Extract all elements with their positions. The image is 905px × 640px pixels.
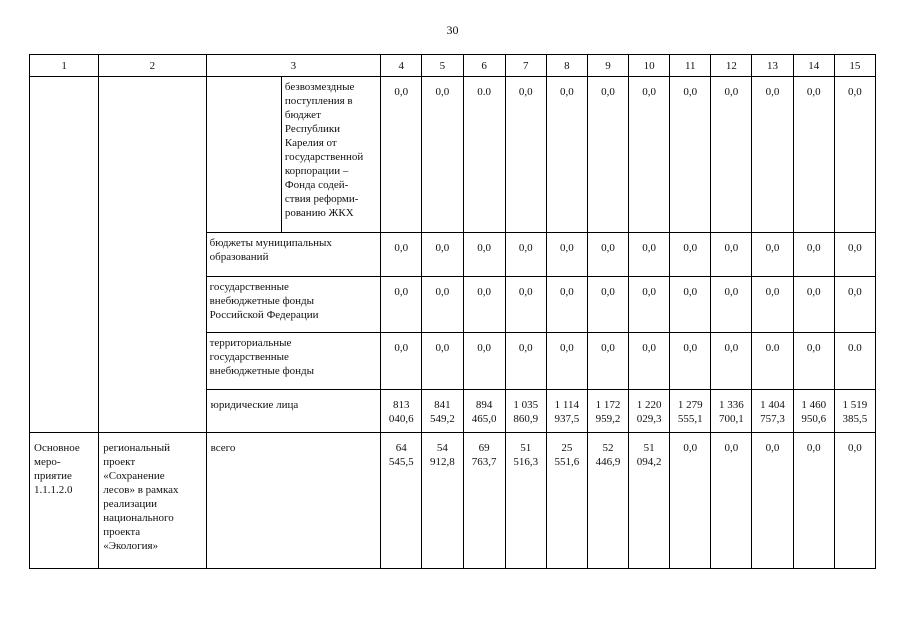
value-cell: 0,0 bbox=[505, 233, 546, 277]
value-cell: 0.0 bbox=[752, 333, 793, 390]
header-cell: 10 bbox=[629, 55, 670, 77]
source-label: юридические лица bbox=[206, 390, 381, 433]
value-line: 094,2 bbox=[636, 456, 662, 468]
value-cell: 0,0 bbox=[381, 77, 422, 233]
value-cell bbox=[422, 433, 463, 569]
value-line: 894 bbox=[475, 399, 493, 411]
value-cell: 0,0 bbox=[463, 277, 505, 333]
value-cell bbox=[711, 433, 752, 569]
value-cell: 0,0 bbox=[546, 77, 587, 233]
value-line: 1 114 bbox=[554, 399, 580, 411]
value-cell: 0,0 bbox=[587, 77, 628, 233]
value-cell: 0,0 bbox=[546, 277, 587, 333]
value-cell: 0,0 bbox=[752, 277, 793, 333]
text-line: проект bbox=[103, 456, 136, 468]
text-line: Карелия от bbox=[284, 137, 337, 149]
value-cell: 0,0 bbox=[752, 77, 793, 233]
header-cell: 12 bbox=[711, 55, 752, 77]
header-cell: 1 bbox=[30, 55, 99, 77]
header-cell: 7 bbox=[505, 55, 546, 77]
value-line: 040,6 bbox=[388, 413, 414, 425]
value-line: 1 519 bbox=[842, 399, 868, 411]
header-cell: 8 bbox=[546, 55, 587, 77]
text-line: проекта bbox=[103, 526, 141, 538]
source-label bbox=[206, 333, 381, 390]
value-cell: 0,0 bbox=[629, 77, 670, 233]
value-cell bbox=[505, 433, 546, 569]
budget-table bbox=[29, 54, 876, 569]
value-line: 52 bbox=[602, 442, 614, 454]
value-cell: 0,0 bbox=[711, 333, 752, 390]
value-cell: 0,0 bbox=[711, 277, 752, 333]
text-line: поступления в bbox=[284, 95, 353, 107]
text-line: Республики bbox=[284, 123, 341, 135]
value-cell: 0,0 bbox=[505, 277, 546, 333]
value-line: 1 172 bbox=[595, 399, 621, 411]
value-cell: 0,0 bbox=[505, 333, 546, 390]
header-cell: 5 bbox=[422, 55, 463, 77]
value-cell: 0,0 bbox=[546, 233, 587, 277]
value-line: 549,2 bbox=[430, 413, 455, 425]
text-line: Фонда содей- bbox=[284, 179, 349, 191]
value-line: 25 bbox=[561, 442, 573, 454]
value-line: 937,5 bbox=[554, 413, 580, 425]
value-line: 545,5 bbox=[388, 456, 414, 468]
value-cell bbox=[670, 433, 711, 569]
empty-cell bbox=[99, 77, 206, 433]
activity-name bbox=[30, 433, 99, 569]
value-cell bbox=[670, 390, 711, 433]
value-line: 700,1 bbox=[719, 413, 744, 425]
value-cell bbox=[711, 390, 752, 433]
source-label bbox=[206, 277, 381, 333]
value-cell: 0,0 bbox=[381, 333, 422, 390]
text-line: приятие bbox=[34, 470, 72, 482]
value-cell bbox=[587, 390, 628, 433]
text-line: реализации bbox=[103, 498, 157, 510]
text-line: государственные bbox=[209, 351, 289, 363]
value-line: 1 035 bbox=[513, 399, 539, 411]
value-cell bbox=[381, 390, 422, 433]
value-cell bbox=[505, 390, 546, 433]
value-cell: 0,0 bbox=[381, 233, 422, 277]
value-line: 446,9 bbox=[595, 456, 621, 468]
text-line: государственные bbox=[209, 281, 289, 293]
value-cell bbox=[793, 390, 834, 433]
header-cell: 3 bbox=[206, 55, 381, 77]
value-line: 51 bbox=[643, 442, 655, 454]
value-line: 0,0 bbox=[765, 442, 780, 454]
header-cell: 11 bbox=[670, 55, 711, 77]
text-line: бюджет bbox=[284, 109, 321, 121]
header-cell: 14 bbox=[793, 55, 834, 77]
value-line: 1 279 bbox=[677, 399, 703, 411]
value-line: 551,6 bbox=[554, 456, 580, 468]
value-line: 813 bbox=[393, 399, 410, 411]
value-cell: 0,0 bbox=[422, 277, 463, 333]
value-cell: 0,0 bbox=[587, 333, 628, 390]
value-cell: 0,0 bbox=[629, 233, 670, 277]
value-line: 0,0 bbox=[806, 442, 821, 454]
text-line: рованию ЖКХ bbox=[284, 207, 354, 219]
text-line: территориальные bbox=[209, 337, 292, 349]
value-line: 950,6 bbox=[801, 413, 827, 425]
value-line: 0,0 bbox=[724, 442, 739, 454]
value-cell: 0,0 bbox=[711, 233, 752, 277]
value-cell bbox=[752, 390, 793, 433]
value-cell: 0,0 bbox=[834, 77, 875, 233]
value-cell: 0,0 bbox=[670, 77, 711, 233]
text-line: Российской Федерации bbox=[209, 309, 319, 321]
value-cell: 0,0 bbox=[793, 77, 834, 233]
header-cell: 6 bbox=[463, 55, 505, 77]
value-cell: 0,0 bbox=[670, 277, 711, 333]
value-line: 555,1 bbox=[677, 413, 703, 425]
value-cell: 0,0 bbox=[793, 233, 834, 277]
value-line: 959,2 bbox=[595, 413, 621, 425]
value-cell: 0,0 bbox=[711, 77, 752, 233]
value-cell: 0,0 bbox=[793, 277, 834, 333]
project-name bbox=[99, 433, 206, 569]
value-cell: 0,0 bbox=[587, 277, 628, 333]
header-cell: 2 bbox=[99, 55, 206, 77]
value-line: 54 bbox=[436, 442, 448, 454]
value-cell bbox=[546, 433, 587, 569]
value-cell: 0,0 bbox=[463, 233, 505, 277]
value-line: 0,0 bbox=[848, 442, 862, 454]
value-cell: 0,0 bbox=[463, 333, 505, 390]
value-cell: 0,0 bbox=[670, 233, 711, 277]
value-cell: 0,0 bbox=[834, 233, 875, 277]
value-cell: 0.0 bbox=[834, 333, 875, 390]
value-cell bbox=[834, 433, 875, 569]
value-cell: 0,0 bbox=[752, 233, 793, 277]
value-cell bbox=[381, 433, 422, 569]
text-line: внебюджетные фонды bbox=[209, 365, 314, 377]
value-cell bbox=[463, 390, 505, 433]
text-line: лесов» в рамках bbox=[103, 484, 179, 496]
value-cell: 0,0 bbox=[793, 333, 834, 390]
text-line: образований bbox=[209, 251, 269, 263]
value-cell: 0.0 bbox=[463, 77, 505, 233]
header-cell: 9 bbox=[587, 55, 628, 77]
text-line: национального bbox=[103, 512, 174, 524]
value-line: 516,3 bbox=[513, 456, 539, 468]
value-cell: 0,0 bbox=[546, 333, 587, 390]
value-line: 0,0 bbox=[683, 442, 698, 454]
value-cell: 0,0 bbox=[629, 333, 670, 390]
text-line: «Сохранение bbox=[103, 470, 165, 482]
value-line: 385,5 bbox=[842, 413, 868, 425]
value-cell bbox=[587, 433, 628, 569]
value-cell bbox=[422, 390, 463, 433]
value-line: 51 bbox=[520, 442, 532, 454]
value-cell: 0,0 bbox=[381, 277, 422, 333]
value-cell bbox=[752, 433, 793, 569]
value-line: 841 bbox=[434, 399, 451, 411]
source-label bbox=[206, 233, 381, 277]
value-line: 1 220 bbox=[636, 399, 662, 411]
value-cell: 0,0 bbox=[834, 277, 875, 333]
text-line: бюджеты муниципальных bbox=[209, 237, 332, 249]
page-number: 30 bbox=[446, 23, 459, 37]
row-gratuitous-receipts bbox=[30, 77, 876, 233]
source-label: всего bbox=[206, 433, 381, 569]
text-line: государственной bbox=[284, 151, 364, 163]
text-line: корпорации – bbox=[284, 165, 349, 177]
value-cell: 0,0 bbox=[670, 333, 711, 390]
row-main-activity bbox=[30, 433, 876, 569]
text-line: региональный bbox=[103, 442, 171, 454]
value-line: 912,8 bbox=[430, 456, 455, 468]
value-cell: 0,0 bbox=[629, 277, 670, 333]
value-cell bbox=[834, 390, 875, 433]
value-line: 465,0 bbox=[471, 413, 497, 425]
value-line: 69 bbox=[478, 442, 490, 454]
header-row bbox=[30, 55, 876, 77]
value-line: 64 bbox=[395, 442, 407, 454]
text-line: меро- bbox=[34, 456, 61, 468]
value-line: 1 404 bbox=[760, 399, 785, 411]
text-line: внебюджетные фонды bbox=[209, 295, 314, 307]
text-line: «Экология» bbox=[103, 540, 159, 552]
empty-cell bbox=[206, 77, 281, 233]
value-cell: 0,0 bbox=[422, 233, 463, 277]
value-line: 763,7 bbox=[471, 456, 497, 468]
value-cell: 0,0 bbox=[422, 77, 463, 233]
value-cell bbox=[629, 390, 670, 433]
value-cell bbox=[463, 433, 505, 569]
text-line: Основное bbox=[34, 442, 80, 454]
value-cell: 0,0 bbox=[587, 233, 628, 277]
value-line: 029,3 bbox=[636, 413, 662, 425]
value-line: 860,9 bbox=[513, 413, 539, 425]
value-line: 757,3 bbox=[760, 413, 785, 425]
value-cell: 0,0 bbox=[422, 333, 463, 390]
header-cell: 15 bbox=[834, 55, 875, 77]
empty-cell bbox=[30, 77, 99, 433]
value-line: 1 336 bbox=[719, 399, 744, 411]
value-cell bbox=[546, 390, 587, 433]
text-line: ствия реформи- bbox=[284, 193, 359, 205]
value-line: 1 460 bbox=[801, 399, 827, 411]
source-label bbox=[281, 77, 380, 233]
header-cell: 13 bbox=[752, 55, 793, 77]
value-cell bbox=[629, 433, 670, 569]
header-cell: 4 bbox=[381, 55, 422, 77]
value-cell: 0,0 bbox=[505, 77, 546, 233]
text-line: безвозмездные bbox=[284, 81, 355, 93]
value-cell bbox=[793, 433, 834, 569]
text-line: 1.1.1.2.0 bbox=[34, 484, 73, 496]
